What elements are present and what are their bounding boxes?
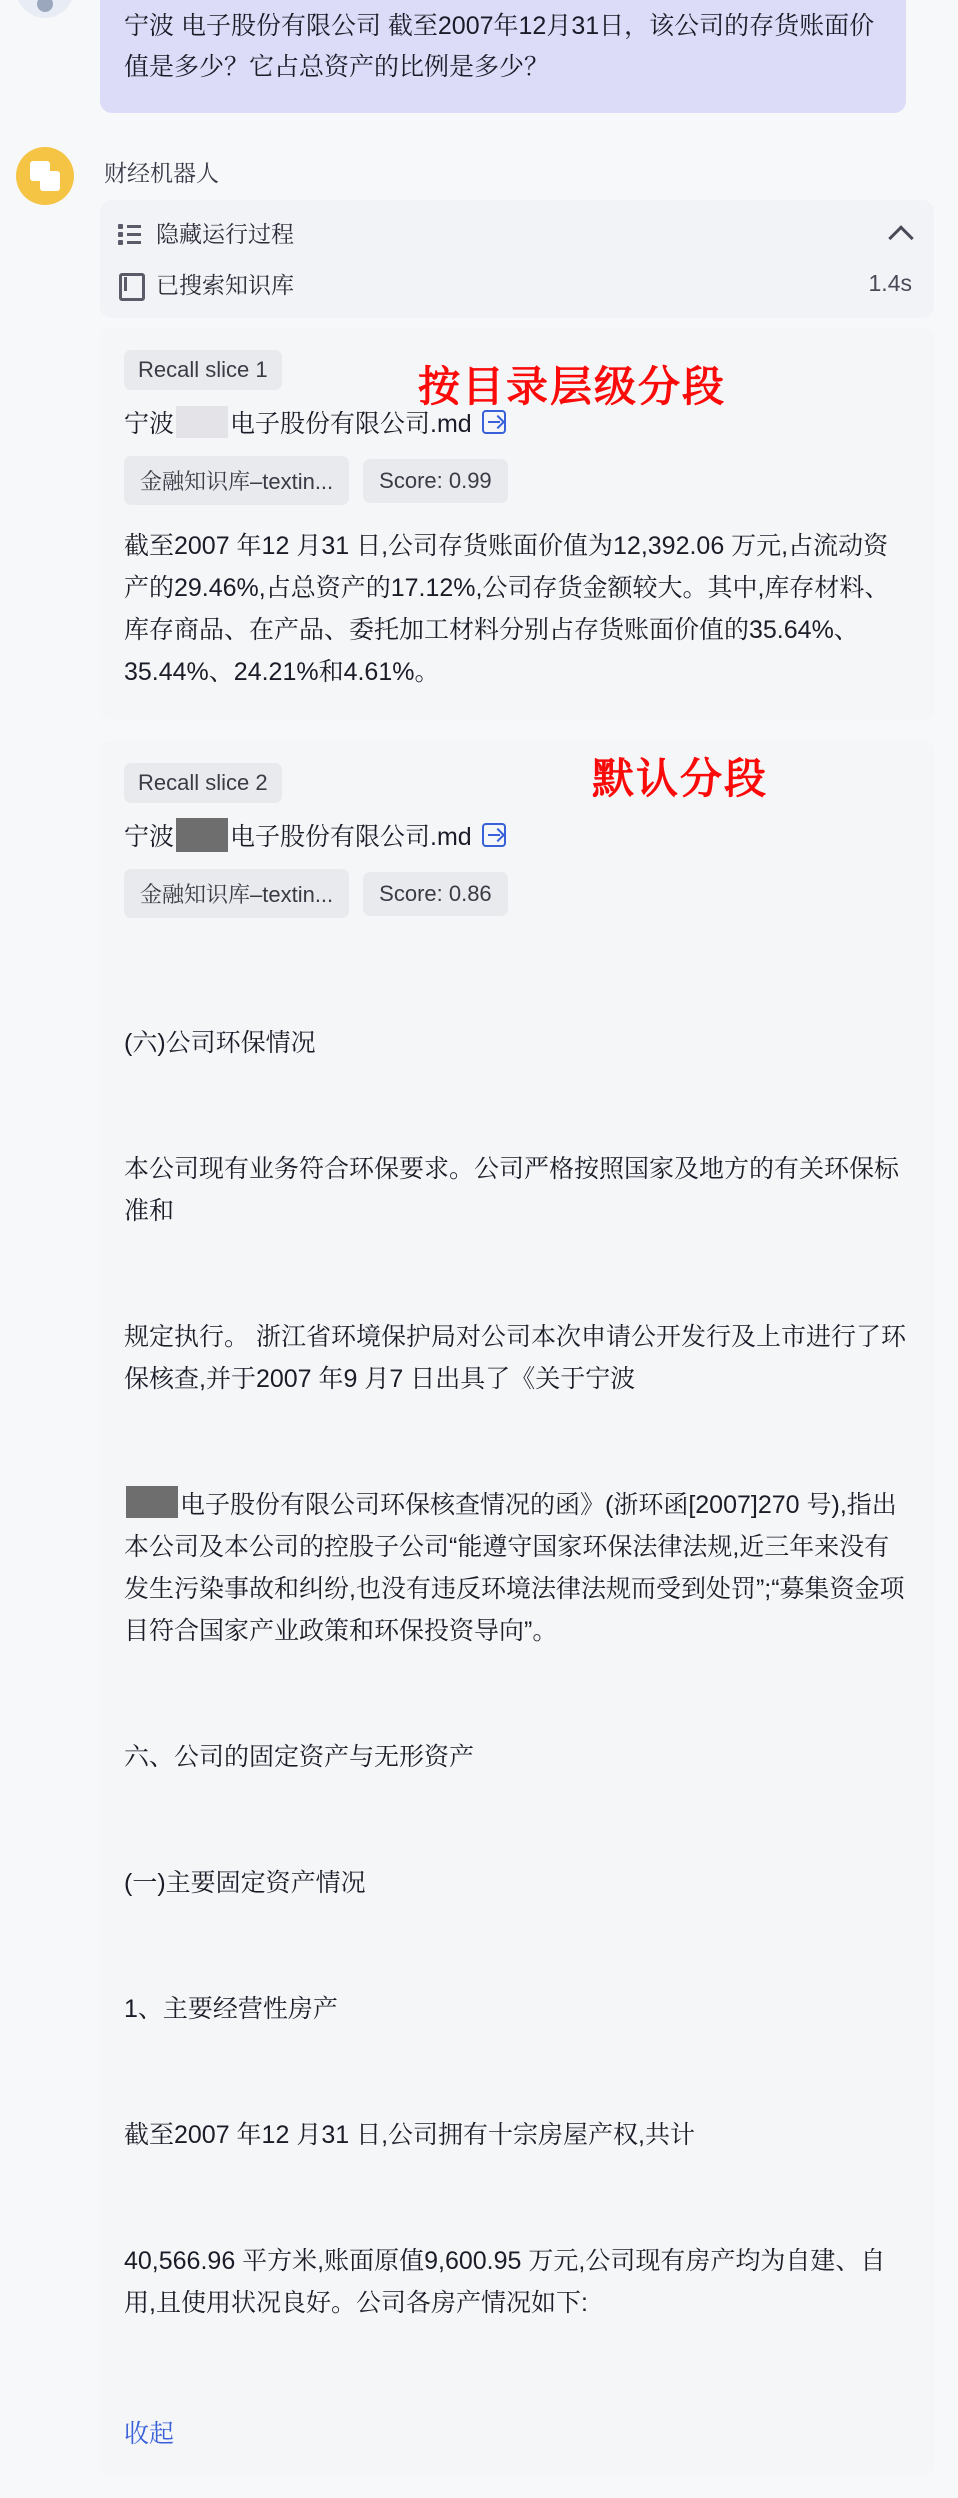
bot-avatar [16, 147, 74, 205]
slice-file-name [124, 817, 910, 853]
user-message-row [0, 0, 958, 113]
bot-name: 财经机器人 [104, 160, 219, 186]
slice-body-line: 本公司现有业务符合环保要求。公司严格按照国家及地方的有关环保标准和 [124, 1155, 900, 1225]
score-chip: Score: 0.99 [363, 459, 508, 503]
process-step-label: 已搜索知识库 [156, 272, 294, 298]
slice-file-prefix: 宁波 [124, 410, 175, 438]
redacted-block [126, 1486, 178, 1518]
annotation-hierarchical-chunking: 按目录层级分段 [418, 362, 727, 411]
slice-body-line: 40,566.96 平方米,账面原值9,600.95 万元,公司现有房产均为自建、自用,且使用状况良好。公司各房产情况如下: [124, 2247, 886, 2317]
chevron-up-icon[interactable] [890, 222, 912, 244]
slice-file-prefix: 宁波 [124, 823, 175, 851]
process-toggle-label: 隐藏运行过程 [156, 221, 294, 247]
redacted-block [176, 818, 228, 852]
slice-body-line: 截至2007 年12 月31 日,公司拥有十宗房屋产权,共计 [124, 2121, 695, 2149]
slice-tag: Recall slice 1 [124, 350, 282, 390]
score-chip: Score: 0.86 [363, 872, 508, 916]
slice-body-line-redacted [124, 1484, 910, 1652]
list-icon [118, 221, 142, 245]
process-toggle[interactable] [100, 200, 934, 259]
slice-meta-row [124, 456, 910, 505]
slice-tag: Recall slice 2 [124, 763, 282, 803]
bot-main [100, 147, 934, 318]
redacted-block [176, 406, 228, 438]
user-message-bubble: 宁波 电子股份有限公司 截至2007年12月31日，该公司的存货账面价值是多少？它占总资产的比例是多少？ [100, 0, 906, 113]
knowledge-base-chip: 金融知识库–textin... [124, 456, 349, 505]
collapse-link[interactable]: 收起 [124, 2420, 175, 2448]
bot-avatar-shape-front [40, 171, 60, 191]
process-step-searched-kb[interactable] [100, 259, 934, 318]
document-icon [118, 272, 142, 296]
recall-slice-list [0, 328, 958, 2476]
slice-body-line: 1、主要经营性房产 [124, 1995, 338, 2023]
process-step-duration: 1.4s [868, 270, 912, 296]
bot-message-row [0, 147, 958, 318]
slice-body-line: 电子股份有限公司环保核查情况的函》(浙环函[2007]270 号),指出本公司及本公司的控股子公司“能遵守国家环保法律法规,近三年来没有发生污染事故和纠纷,也没有违反环境法律法规而受到处罚”;“募集资金项目符合国家产业政策和环保投资导向”。 [124, 1491, 905, 1645]
open-external-icon[interactable] [482, 823, 506, 847]
slice-meta-row [124, 869, 910, 918]
slice-body-line: 六、公司的固定资产与无形资产 [124, 1743, 475, 1771]
annotation-default-chunking: 默认分段 [592, 754, 769, 803]
slice-body-text [124, 938, 910, 2408]
recall-slice-2 [100, 741, 934, 2476]
slice-body-line: (六)公司环保情况 [124, 1029, 316, 1057]
knowledge-base-chip: 金融知识库–textin... [124, 869, 349, 918]
slice-body-line: (一)主要固定资产情况 [124, 1869, 366, 1897]
user-avatar [16, 0, 74, 18]
process-card [100, 200, 934, 318]
slice-file-suffix: 电子股份有限公司.md [230, 823, 472, 851]
slice-body-line: 规定执行。 浙江省环境保护局对公司本次申请公开发行及上市进行了环保核查,并于2007 年9 月7 日出具了《关于宁波 [124, 1323, 906, 1393]
slice-file-suffix: 电子股份有限公司.md [230, 410, 472, 438]
slice-body-text: 截至2007 年12 月31 日,公司存货账面价值为12,392.06 万元,占流动资产的29.46%,占总资产的17.12%,公司存货金额较大。其中,库存材料、库存商品、在产品、委托加工材料分别占存货账面价值的35.64%、35.44%、24.21%和4.61%。 [124, 532, 890, 686]
